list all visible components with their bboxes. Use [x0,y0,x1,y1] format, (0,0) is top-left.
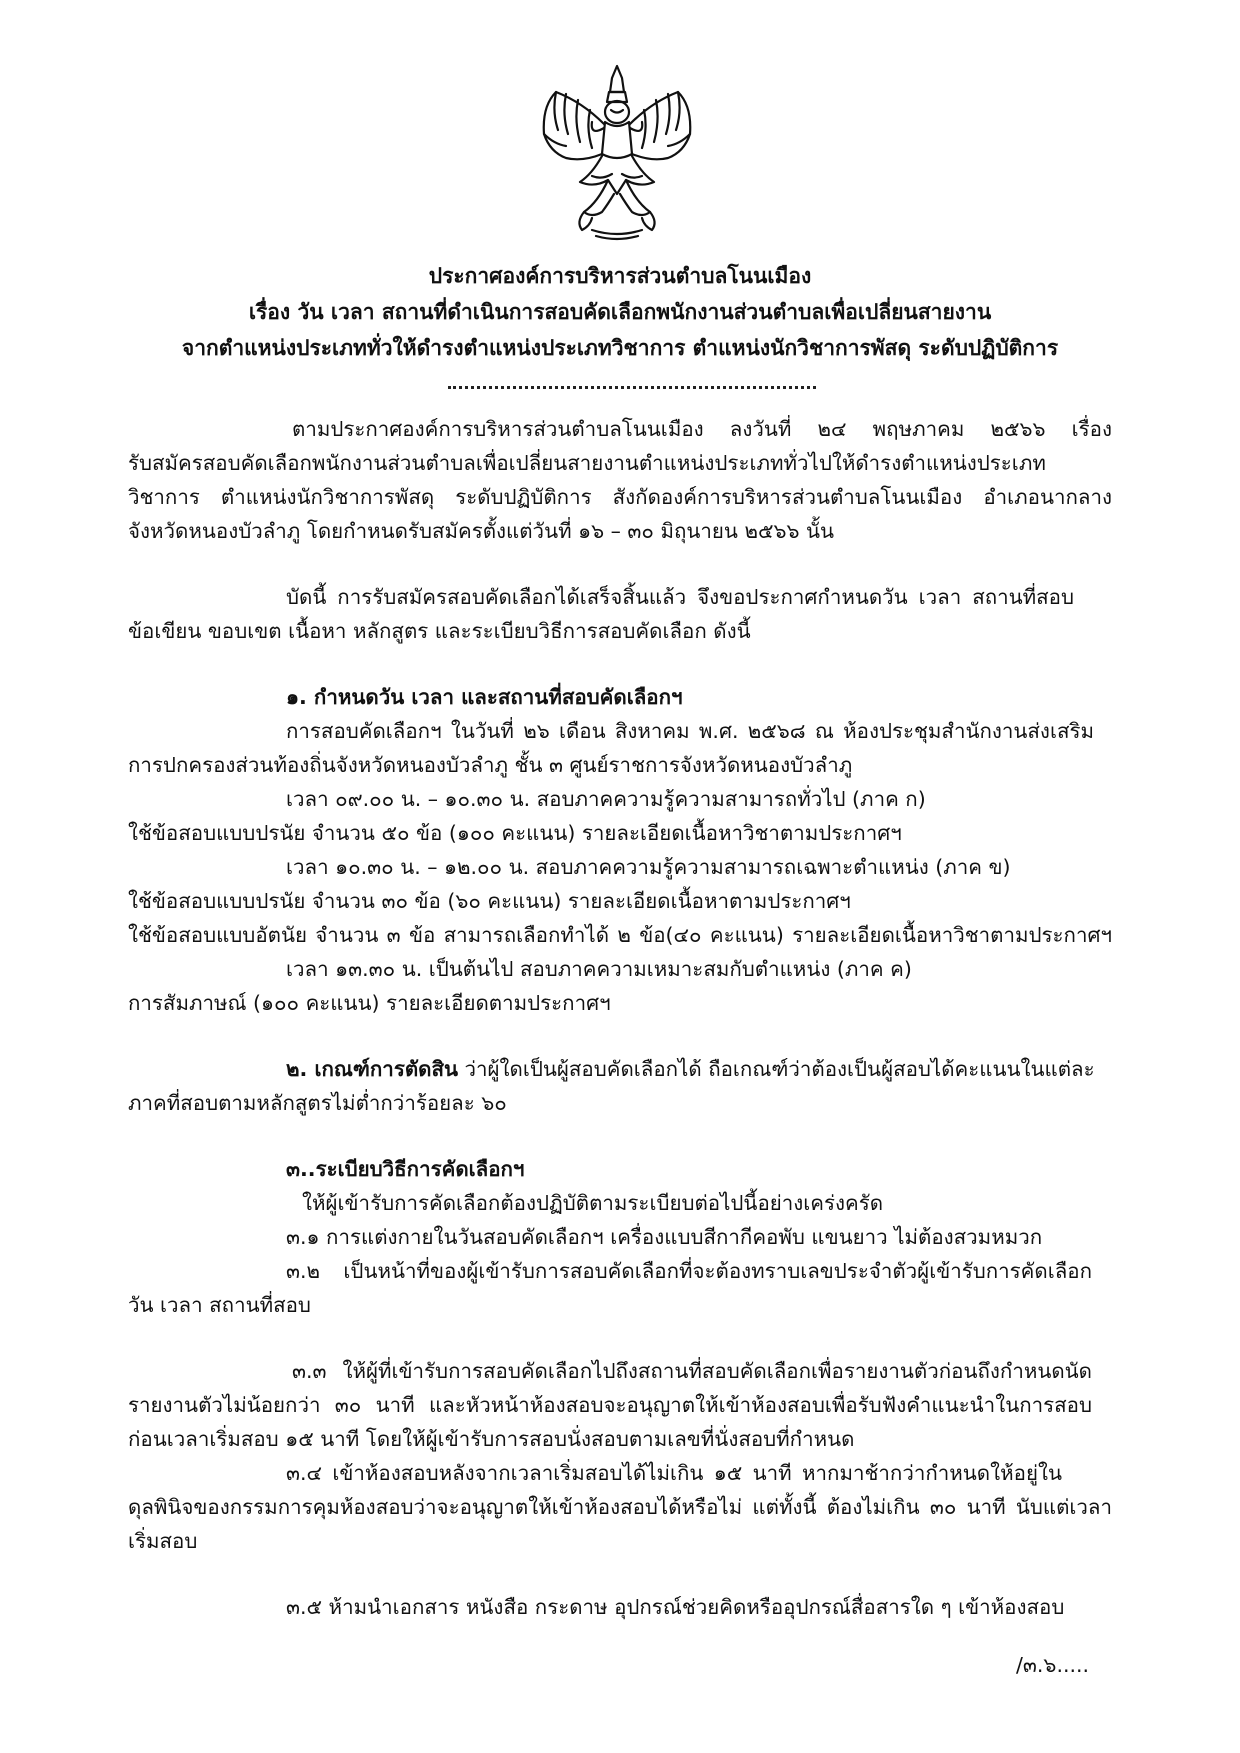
announce-line-1: บัดนี้ การรับสมัครสอบคัดเลือกได้เสร็จสิ้นแล้ว จึงขอประกาศกำหนดวัน เวลา สถานที่สอบ [286,585,1074,609]
section1-line-2: การปกครองส่วนท้องถิ่นจังหวัดหนองบัวลำภู ชั้น ๓ ศูนย์ราชการจังหวัดหนองบัวลำภู [128,753,853,777]
section1-line-1: การสอบคัดเลือกฯ ในวันที่ ๒๖ เดือน สิงหาคม พ.ศ. ๒๕๖๘ ณ ห้องประชุมสำนักงานส่งเสริม [286,719,1094,743]
section3-item-3-line-3: ก่อนเวลาเริ่มสอบ ๑๕ นาที โดยให้ผู้เข้ารับการสอบนั่งสอบตามเลขที่นั่งสอบที่กำหนด [128,1427,855,1451]
section1-line-7: ใช้ข้อสอบแบบอัตนัย จำนวน ๓ ข้อ สามารถเลือกทำได้ ๒ ข้อ(๔๐ คะแนน) รายละเอียดเนื้อหาวิชาตามประกาศฯ [128,923,1112,947]
announce-line-2: ข้อเขียน ขอบเขต เนื้อหา หลักสูตร และระเบียบวิธีการสอบคัดเลือก ดังนี้ [128,619,751,643]
section3-item-5: ๓.๕ ห้ามนำเอกสาร หนังสือ กระดาษ อุปกรณ์ช่วยคิดหรืออุปกรณ์สื่อสารใด ๆ เข้าห้องสอบ [286,1595,1065,1619]
section2-line-1-rest: ว่าผู้ใดเป็นผู้สอบคัดเลือกได้ ถือเกณฑ์ว่าต้องเป็นผู้สอบได้คะแนนในแต่ละ [457,1057,1095,1081]
section3-item-2-line-1: ๓.๒ เป็นหน้าที่ของผู้เข้ารับการสอบคัดเลือกที่จะต้องทราบเลขประจำตัวผู้เข้ารับการคัดเลือก [286,1259,1092,1283]
intro-line-3: วิชาการ ตำแหน่งนักวิชาการพัสดุ ระดับปฏิบัติการ สังกัดองค์การบริหารส่วนตำบลโนนเมือง อำเภอนากลาง [128,485,1112,509]
section3-item-4-line-3: เริ่มสอบ [128,1529,198,1553]
section1-line-3: เวลา ๐๙.๐๐ น. – ๑๐.๓๐ น. สอบภาคความรู้ความสามารถทั่วไป (ภาค ก) [286,787,926,811]
section1-line-4: ใช้ข้อสอบแบบปรนัย จำนวน ๕๐ ข้อ (๑๐๐ คะแนน) รายละเอียดเนื้อหาวิชาตามประกาศฯ [128,821,902,845]
section3-item-1: ๓.๑ การแต่งกายในวันสอบคัดเลือกฯ เครื่องแบบสีกากีคอพับ แขนยาว ไม่ต้องสวมหมวก [286,1225,1043,1249]
intro-line-4: จังหวัดหนองบัวลำภู โดยกำหนดรับสมัครตั้งแต่วันที่ ๑๖ – ๓๐ มิถุนายน ๒๕๖๖ นั้น [128,519,835,543]
intro-line-1: ตามประกาศองค์การบริหารส่วนตำบลโนนเมือง ลงวันที่ ๒๔ พฤษภาคม ๒๕๖๖ เรื่อง [292,417,1112,441]
section3-item-4-line-2: ดุลพินิจของกรรมการคุมห้องสอบว่าจะอนุญาตให้เข้าห้องสอบได้หรือไม่ แต่ทั้งนี้ ต้องไม่เกิน ๓๐ นาที นับแต่เวลา [128,1495,1112,1519]
title-organization: ประกาศองค์การบริหารส่วนตำบลโนนเมือง [428,264,812,288]
title-divider [448,386,816,389]
section3-item-3-line-1: ๓.๓ ให้ผู้ที่เข้ารับการสอบคัดเลือกไปถึงสถานที่สอบคัดเลือกเพื่อรายงานตัวก่อนถึงกำหนดนัด [292,1359,1092,1383]
section3-item-2-line-2: วัน เวลา สถานที่สอบ [128,1293,311,1317]
section3-item-3-line-2: รายงานตัวไม่น้อยกว่า ๓๐ นาที และหัวหน้าห้องสอบจะอนุญาตให้เข้าห้องสอบเพื่อรับฟังคำแนะนำในการสอบ [128,1393,1092,1417]
section1-line-6: ใช้ข้อสอบแบบปรนัย จำนวน ๓๐ ข้อ (๖๐ คะแนน) รายละเอียดเนื้อหาตามประกาศฯ [128,889,851,913]
title-position: จากตำแหน่งประเภททั่วให้ดำรงตำแหน่งประเภทวิชาการ ตำแหน่งนักวิชาการพัสดุ ระดับปฏิบัติการ [181,336,1059,360]
section1-heading: ๑. กำหนดวัน เวลา และสถานที่สอบคัดเลือกฯ [286,685,683,709]
section3-item-4-line-1: ๓.๔ เข้าห้องสอบหลังจากเวลาเริ่มสอบได้ไม่เกิน ๑๕ นาที หากมาช้ากว่ากำหนดให้อยู่ใน [286,1461,1062,1485]
section1-line-8: เวลา ๑๓.๓๐ น. เป็นต้นไป สอบภาคความเหมาะสมกับตำแหน่ง (ภาค ค) [286,957,912,981]
title-subject: เรื่อง วัน เวลา สถานที่ดำเนินการสอบคัดเลือกพนักงานส่วนตำบลเพื่อเปลี่ยนสายงาน [248,300,992,324]
section2-line-1 [286,1052,1095,1086]
section2-heading: ๒. เกณฑ์การตัดสิน [286,1057,458,1081]
section3-heading: ๓..ระเบียบวิธีการคัดเลือกฯ [286,1157,525,1181]
continued-marker: /๓.๖..... [1016,1653,1090,1677]
section1-line-9: การสัมภาษณ์ (๑๐๐ คะแนน) รายละเอียดตามประกาศฯ [128,991,611,1015]
garuda-emblem-icon [532,62,702,242]
section1-line-5: เวลา ๑๐.๓๐ น. – ๑๒.๐๐ น. สอบภาคความรู้ความสามารถเฉพาะตำแหน่ง (ภาค ข) [286,855,1011,879]
section3-intro: ให้ผู้เข้ารับการคัดเลือกต้องปฏิบัติตามระเบียบต่อไปนี้อย่างเคร่งครัด [302,1191,884,1215]
intro-line-2: รับสมัครสอบคัดเลือกพนักงานส่วนตำบลเพื่อเปลี่ยนสายงานตำแหน่งประเภททั่วไปให้ดำรงตำแหน่งประเภท [128,451,1046,475]
section2-line-2: ภาคที่สอบตามหลักสูตรไม่ต่ำกว่าร้อยละ ๖๐ [128,1091,507,1115]
